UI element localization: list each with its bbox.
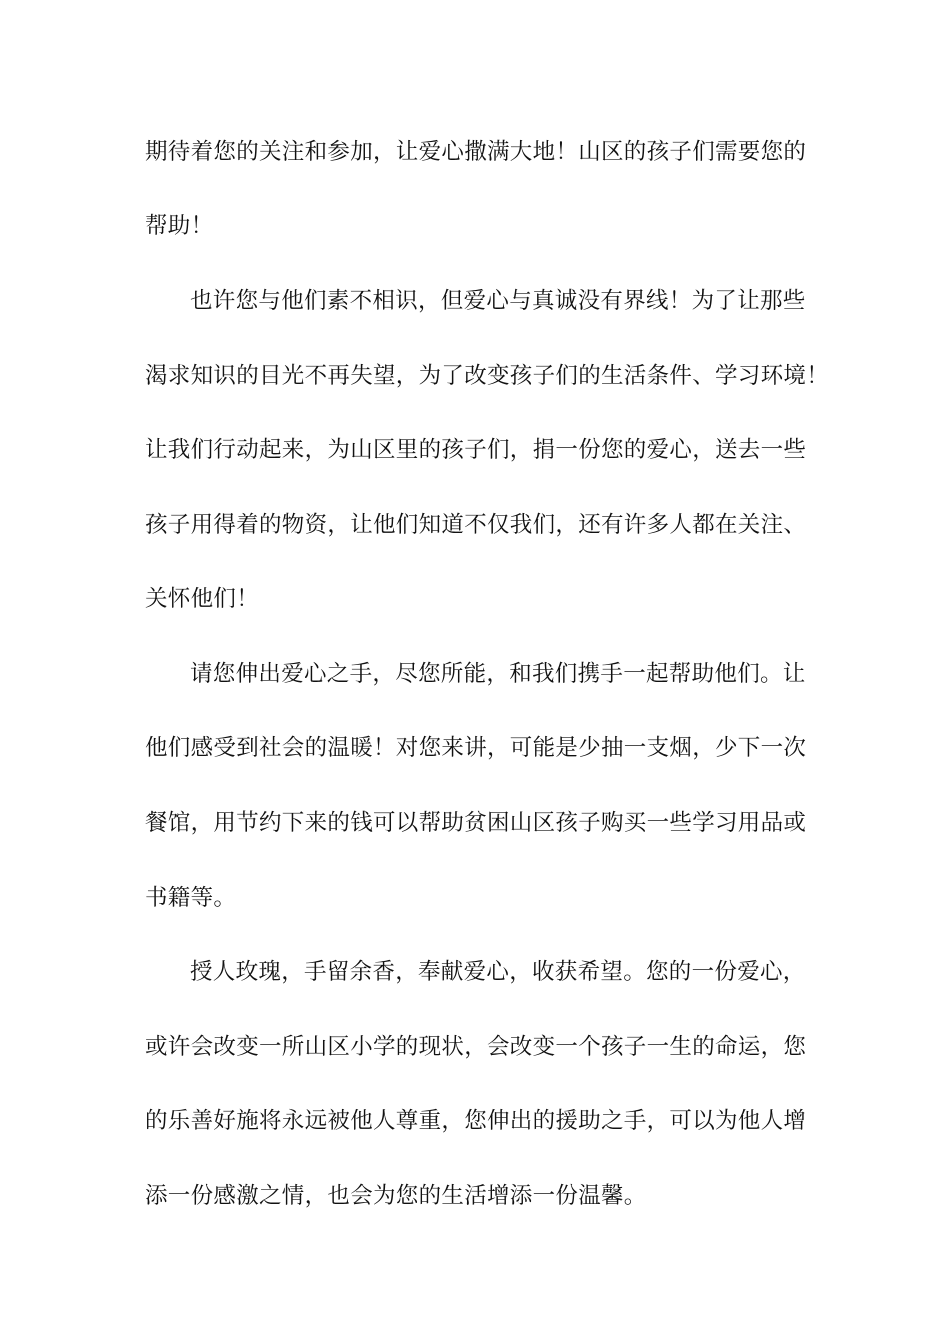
text-line: 餐馆，用节约下来的钱可以帮助贫困山区孩子购买一些学习用品或 <box>145 810 807 836</box>
text-line: 期待着您的关注和参加，让爱心撒满大地！山区的孩子们需要您的 <box>145 139 807 165</box>
text-line: 渴求知识的目光不再失望，为了改变孩子们的生活条件、学习环境！ <box>145 363 830 389</box>
text-line: 添一份感激之情，也会为您的生活增添一份温馨。 <box>145 1183 647 1209</box>
text-line: 让我们行动起来，为山区里的孩子们，捐一份您的爱心，送去一些 <box>145 437 807 463</box>
text-line: 关怀他们！ <box>145 586 260 612</box>
text-line: 书籍等。 <box>145 885 237 911</box>
text-line: 帮助！ <box>145 213 214 239</box>
text-line: 他们感受到社会的温暖！对您来讲，可能是少抽一支烟，少下一次 <box>145 735 807 761</box>
paragraph-start-line: 授人玫瑰，手留余香，奉献爱心，收获希望。您的一份爱心， <box>190 959 806 985</box>
text-line: 孩子用得着的物资，让他们知道不仅我们，还有许多人都在关注、 <box>145 512 807 538</box>
paragraph-start-line: 也许您与他们素不相识，但爱心与真诚没有界线！为了让那些 <box>190 288 806 314</box>
text-line: 的乐善好施将永远被他人尊重，您伸出的援助之手，可以为他人增 <box>145 1108 807 1134</box>
paragraph-start-line: 请您伸出爱心之手，尽您所能，和我们携手一起帮助他们。让 <box>190 661 806 687</box>
text-line: 或许会改变一所山区小学的现状，会改变一个孩子一生的命运，您 <box>145 1034 807 1060</box>
